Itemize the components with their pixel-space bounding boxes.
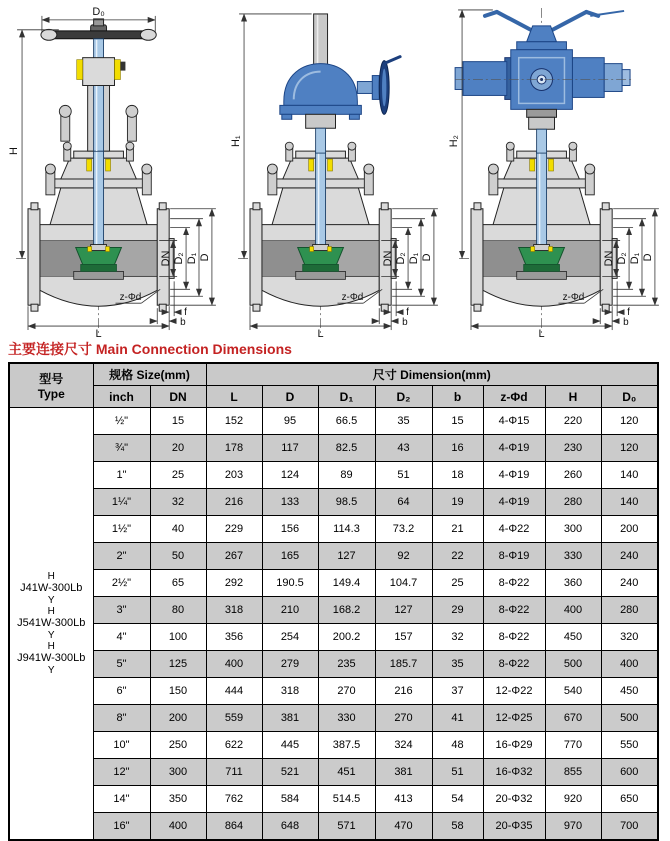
table-row [9,408,658,435]
table-cell: 12" [93,759,150,786]
dimension-table [8,362,659,841]
col-header-b: b [432,386,483,408]
dim-label-d1: D₁ [407,252,420,265]
table-cell: 300 [150,759,206,786]
table-cell: 127 [318,543,375,570]
table-cell: 48 [432,732,483,759]
table-cell: 35 [432,651,483,678]
table-cell: 37 [432,678,483,705]
col-header-h: H [545,386,601,408]
dim-label-dn: DN [160,250,173,267]
table-cell: 21 [432,516,483,543]
table-cell: 65 [150,570,206,597]
type-label: Y [47,595,55,606]
table-row [9,489,658,516]
dim-label-d2: D₂ [173,252,186,265]
table-cell: 98.5 [318,489,375,516]
table-cell: 970 [545,813,601,841]
yoke-and-stem [59,39,138,151]
dim-label-d: D [420,253,433,262]
dim-label-d2: D₂ [616,252,629,265]
table-row [9,732,658,759]
col-header-d1: D₁ [318,386,375,408]
table-cell: 864 [206,813,262,841]
table-cell: 165 [262,543,318,570]
table-cell: 120 [601,435,658,462]
table-cell: 4-Φ22 [483,516,545,543]
table-cell: 32 [432,624,483,651]
table-cell: 20 [150,435,206,462]
type-label: J941W-300Lb [17,652,86,664]
table-cell: 584 [262,786,318,813]
table-cell: 216 [375,678,432,705]
dim-label-f: f [405,307,409,319]
table-cell: 64 [375,489,432,516]
table-cell: 235 [318,651,375,678]
dim-label-h: H [8,147,21,156]
table-cell: 220 [545,408,601,435]
table-cell: 1" [93,462,150,489]
dim-label-l: L [317,328,324,338]
table-cell: 450 [545,624,601,651]
table-cell: 381 [375,759,432,786]
type-cell [9,408,93,841]
table-cell: 413 [375,786,432,813]
table-cell: 200.2 [318,624,375,651]
table-cell: 51 [432,759,483,786]
table-cell: 50 [150,543,206,570]
table-cell: 8-Φ22 [483,570,545,597]
col-header-inch: inch [93,386,150,408]
valve-drawing-electric [447,2,666,338]
table-cell: 157 [375,624,432,651]
table-cell: 5" [93,651,150,678]
table-cell: 400 [601,651,658,678]
valve-drawing-gear [226,2,445,338]
table-cell: 280 [545,489,601,516]
table-cell: 35 [375,408,432,435]
table-cell: 80 [150,597,206,624]
table-cell: 12-Φ22 [483,678,545,705]
table-cell: 178 [206,435,262,462]
table-cell: 400 [150,813,206,841]
dim-label-b: b [180,317,186,329]
table-cell: ½" [93,408,150,435]
table-row [9,570,658,597]
table-cell: 16" [93,813,150,841]
table-cell: 156 [262,516,318,543]
table-cell: 540 [545,678,601,705]
table-cell: 25 [150,462,206,489]
table-cell: 216 [206,489,262,516]
section-title: 主要连接尺寸 Main Connection Dimensions [8,341,292,357]
table-cell: 203 [206,462,262,489]
table-cell: 318 [262,678,318,705]
table-cell: 267 [206,543,262,570]
table-cell: 445 [262,732,318,759]
table-cell: 29 [432,597,483,624]
table-cell: 400 [545,597,601,624]
table-cell: 8-Φ22 [483,597,545,624]
table-cell: 254 [262,624,318,651]
table-cell: 920 [545,786,601,813]
table-cell: 127 [375,597,432,624]
header-row-columns [9,386,658,408]
table-cell: 43 [375,435,432,462]
col-header-dn: DN [150,386,206,408]
table-row [9,705,658,732]
dim-label-d1: D₁ [186,252,199,265]
table-cell: 521 [262,759,318,786]
table-cell: 117 [262,435,318,462]
table-cell: 320 [601,624,658,651]
table-cell: 470 [375,813,432,841]
table-cell: 360 [545,570,601,597]
table-cell: 4-Φ19 [483,435,545,462]
table-cell: 650 [601,786,658,813]
table-cell: 1¼" [93,489,150,516]
type-label: H [47,641,55,652]
table-cell: 73.2 [375,516,432,543]
table-cell: 16-Φ32 [483,759,545,786]
table-cell: 19 [432,489,483,516]
table-cell: 387.5 [318,732,375,759]
table-cell: 22 [432,543,483,570]
dim-label-d0: D₀ [92,5,105,18]
table-cell: 280 [601,597,658,624]
table-cell: 12-Φ25 [483,705,545,732]
table-cell: 133 [262,489,318,516]
table-cell: 150 [150,678,206,705]
table-cell: 330 [545,543,601,570]
table-cell: 82.5 [318,435,375,462]
table-cell: 152 [206,408,262,435]
table-cell: 8-Φ19 [483,543,545,570]
col-header-d: D [262,386,318,408]
table-cell: 66.5 [318,408,375,435]
table-cell: 318 [206,597,262,624]
dim-label-b: b [623,317,629,329]
dim-label-bolt-holes: z-Φd [119,292,142,304]
table-cell: 8-Φ22 [483,624,545,651]
table-cell: 381 [262,705,318,732]
table-cell: 58 [432,813,483,841]
table-cell: 240 [601,570,658,597]
table-cell: 16-Φ29 [483,732,545,759]
table-cell: 711 [206,759,262,786]
table-cell: 20-Φ32 [483,786,545,813]
col-header-d0: D₀ [601,386,658,408]
table-row [9,813,658,841]
table-cell: 8" [93,705,150,732]
table-row [9,786,658,813]
table-cell: 330 [318,705,375,732]
electric-actuator-icon [455,8,634,153]
table-cell: 3" [93,597,150,624]
table-cell: 190.5 [262,570,318,597]
table-cell: 770 [545,732,601,759]
table-row [9,678,658,705]
dim-label-b: b [401,317,408,329]
table-cell: 4-Φ15 [483,408,545,435]
header-row-groups [9,363,658,386]
type-label: Y [47,665,55,676]
table-cell: 114.3 [318,516,375,543]
table-cell: 622 [206,732,262,759]
table-row [9,516,658,543]
col-header-bolt-holes: z-Φd [483,386,545,408]
table-cell: 292 [206,570,262,597]
table-cell: 600 [601,759,658,786]
table-cell: 40 [150,516,206,543]
dim-label-bolt-holes: z-Φd [562,292,585,304]
table-cell: 6" [93,678,150,705]
type-label: J541W-300Lb [17,617,86,629]
dim-label-h1: H₁ [229,135,242,147]
table-cell: 229 [206,516,262,543]
table-row [9,543,658,570]
dim-label-f: f [627,307,630,319]
table-cell: 2" [93,543,150,570]
dim-label-f: f [184,307,187,319]
table-cell: 125 [150,651,206,678]
dim-label-d: D [641,253,654,262]
table-cell: 444 [206,678,262,705]
table-cell: 571 [318,813,375,841]
dim-label-l: L [538,328,545,338]
dim-label-bolt-holes: z-Φd [341,292,363,304]
type-label: H [47,606,55,617]
table-cell: 140 [601,489,658,516]
table-body [9,408,658,841]
table-cell: 41 [432,705,483,732]
table-cell: ¾" [93,435,150,462]
table-cell: 4" [93,624,150,651]
table-cell: 855 [545,759,601,786]
col-header-d2: D₂ [375,386,432,408]
dim-label-d: D [198,253,211,262]
table-cell: 14" [93,786,150,813]
table-cell: 140 [601,462,658,489]
table-cell: 210 [262,597,318,624]
table-cell: 200 [601,516,658,543]
type-label: Y [47,630,55,641]
table-cell: 16 [432,435,483,462]
dim-label-d2: D₂ [394,252,407,265]
table-row [9,651,658,678]
table-cell: 514.5 [318,786,375,813]
table-cell: 15 [432,408,483,435]
table-cell: 120 [601,408,658,435]
table-cell: 4-Φ19 [483,489,545,516]
valve-drawings [0,0,670,338]
table-cell: 230 [545,435,601,462]
table-cell: 300 [545,516,601,543]
table-cell: 700 [601,813,658,841]
gearbox-icon [279,14,399,153]
valve-drawing-handwheel [4,2,223,338]
col-header-type-cn: 型号 [39,372,64,386]
table-cell: 500 [601,705,658,732]
table-row [9,759,658,786]
dim-label-d1: D₁ [629,252,642,265]
table-cell: 350 [150,786,206,813]
table-cell: 185.7 [375,651,432,678]
table-cell: 559 [206,705,262,732]
table-cell: 104.7 [375,570,432,597]
dim-label-dn: DN [603,250,616,267]
table-cell: 2½" [93,570,150,597]
table-cell: 10" [93,732,150,759]
type-label: J41W-300Lb [20,582,83,594]
table-cell: 400 [206,651,262,678]
table-cell: 51 [375,462,432,489]
col-header-l: L [206,386,262,408]
col-header-type [9,363,93,408]
table-cell: 762 [206,786,262,813]
table-cell: 54 [432,786,483,813]
table-cell: 450 [601,678,658,705]
table-cell: 92 [375,543,432,570]
table-cell: 100 [150,624,206,651]
table-cell: 200 [150,705,206,732]
table-cell: 168.2 [318,597,375,624]
table-cell: 89 [318,462,375,489]
table-cell: 240 [601,543,658,570]
table-row [9,462,658,489]
type-label: H [47,571,55,582]
table-cell: 279 [262,651,318,678]
table-cell: 4-Φ19 [483,462,545,489]
table-row [9,435,658,462]
dim-label-dn: DN [381,250,394,267]
table-cell: 95 [262,408,318,435]
col-group-dimension: 尺寸 Dimension(mm) [206,363,658,386]
table-cell: 250 [150,732,206,759]
table-cell: 550 [601,732,658,759]
table-cell: 670 [545,705,601,732]
table-cell: 124 [262,462,318,489]
table-cell: 500 [545,651,601,678]
table-cell: 32 [150,489,206,516]
col-header-type-en: Type [37,387,65,401]
table-cell: 25 [432,570,483,597]
dim-label-l: L [95,328,102,338]
table-cell: 648 [262,813,318,841]
table-cell: 149.4 [318,570,375,597]
table-row [9,597,658,624]
table-cell: 324 [375,732,432,759]
table-cell: 451 [318,759,375,786]
table-cell: 1½" [93,516,150,543]
table-cell: 270 [375,705,432,732]
table-cell: 356 [206,624,262,651]
table-cell: 18 [432,462,483,489]
table-cell: 8-Φ22 [483,651,545,678]
table-cell: 20-Φ35 [483,813,545,841]
col-group-size: 规格 Size(mm) [93,363,206,386]
table-row [9,624,658,651]
dim-label-h2: H₂ [448,135,461,148]
table-cell: 270 [318,678,375,705]
table-cell: 15 [150,408,206,435]
table-cell: 260 [545,462,601,489]
